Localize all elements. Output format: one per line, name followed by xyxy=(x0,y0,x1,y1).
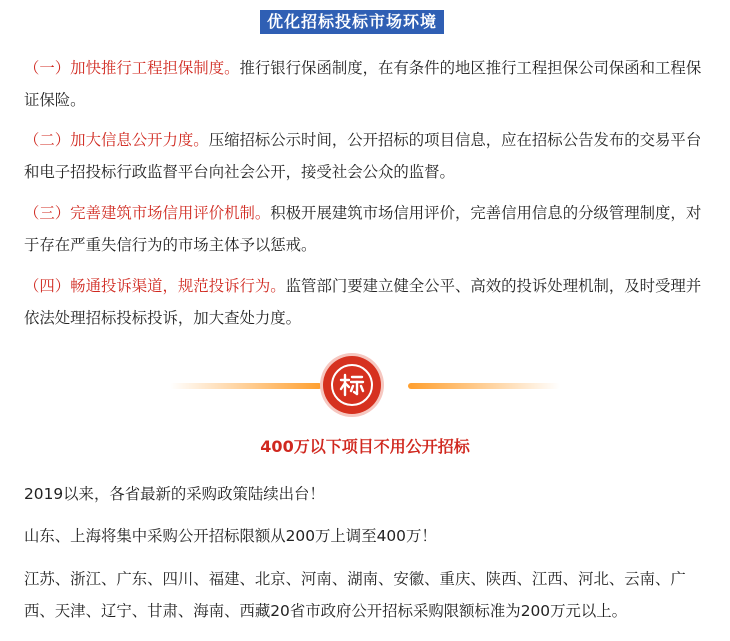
paragraph-text: 监管部门要建立健全公平、高效的投诉处理机制，及时受理并依法处理招标投标投诉，加大查处力度。 xyxy=(24,277,702,327)
policy-line: 江苏、浙江、广东、四川、福建、北京、河南、湖南、安徽、重庆、陕西、江西、河北、云南、广西、天津、辽宁、甘肃、海南、西藏20省市政府公开招标采购限额标准为200万元以上。 xyxy=(24,570,686,620)
paragraph-complaint-channels xyxy=(24,270,704,334)
paragraph-heading: （一）加快推行工程担保制度。 xyxy=(24,59,240,77)
policy-line: 山东、上海将集中采购公开招标限额从200万上调至400万！ xyxy=(24,527,437,545)
paragraph-text: 积极开展建筑市场信用评价，完善信用信息的分级管理制度，对于存在严重失信行为的市场主体予以惩戒。 xyxy=(24,204,702,254)
section-divider xyxy=(0,350,730,422)
paragraph-text: 压缩招标公示时间，公开招标的项目信息，应在招标公告发布的交易平台和电子招投标行政监督平台向社会公开，接受社会公众的监督。 xyxy=(24,131,702,181)
paragraph-credit-evaluation xyxy=(24,197,704,261)
subsection-title: 400万以下项目不用公开招标 xyxy=(260,437,470,456)
policy-line: 2019以来，各省最新的采购政策陆续出台！ xyxy=(24,485,325,503)
section-title: 优化招标投标市场环境 xyxy=(260,10,444,34)
paragraph-engineering-guarantee xyxy=(24,52,704,116)
seal-ring xyxy=(331,364,373,406)
seal-glyph-icon xyxy=(339,372,365,398)
divider-bar-right xyxy=(408,383,560,389)
paragraph-information-disclosure xyxy=(24,124,704,188)
paragraph-heading: （三）完善建筑市场信用评价机制。 xyxy=(24,204,271,222)
biao-seal-icon xyxy=(323,356,381,414)
paragraph-heading: （二）加大信息公开力度。 xyxy=(24,131,209,149)
paragraph-heading: （四）畅通投诉渠道，规范投诉行为。 xyxy=(24,277,286,295)
paragraph-text: 推行银行保函制度，在有条件的地区推行工程担保公司保函和工程保证保险。 xyxy=(24,59,702,109)
divider-bar-left xyxy=(170,383,322,389)
